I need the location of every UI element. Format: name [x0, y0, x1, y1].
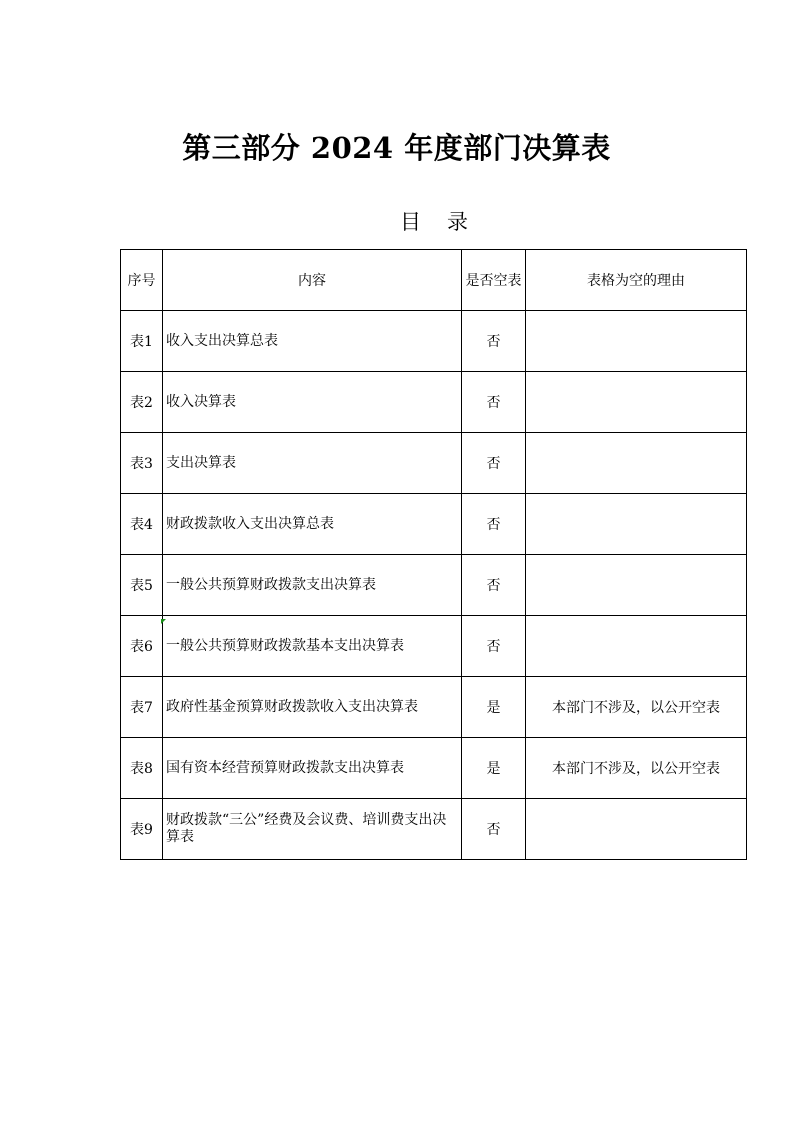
toc-heading-char-2: 录	[447, 210, 468, 234]
table-row	[121, 738, 747, 799]
table-row	[121, 433, 747, 494]
row-reason	[526, 616, 747, 677]
row-is-empty: 否	[462, 799, 526, 860]
table-row	[121, 677, 747, 738]
cell-comment-marker	[161, 619, 166, 624]
row-number: 表9	[121, 799, 163, 860]
header-is-empty: 是否空表	[462, 250, 526, 311]
row-content: 收入决算表	[163, 372, 462, 433]
row-is-empty: 否	[462, 616, 526, 677]
row-number: 表5	[121, 555, 163, 616]
row-content: 支出决算表	[163, 433, 462, 494]
row-is-empty: 否	[462, 372, 526, 433]
row-content: 政府性基金预算财政拨款收入支出决算表	[163, 677, 462, 738]
toc-heading-char-1: 目	[400, 210, 421, 234]
table-row	[121, 616, 747, 677]
row-is-empty: 否	[462, 555, 526, 616]
row-number: 表7	[121, 677, 163, 738]
row-reason: 本部门不涉及，以公开空表	[526, 677, 747, 738]
row-reason	[526, 555, 747, 616]
row-reason: 本部门不涉及，以公开空表	[526, 738, 747, 799]
header-number: 序号	[121, 250, 163, 311]
row-is-empty: 是	[462, 677, 526, 738]
row-number: 表1	[121, 311, 163, 372]
table-row	[121, 311, 747, 372]
row-reason	[526, 433, 747, 494]
row-number: 表6	[121, 616, 163, 677]
row-is-empty: 否	[462, 311, 526, 372]
header-row	[121, 250, 747, 311]
row-reason	[526, 372, 747, 433]
row-content: 财政拨款收入支出决算总表	[163, 494, 462, 555]
table-row	[121, 372, 747, 433]
row-content: 财政拨款“三公”经费及会议费、培训费支出决算表	[163, 799, 462, 860]
table-row	[121, 555, 747, 616]
row-content: 收入支出决算总表	[163, 311, 462, 372]
row-number: 表3	[121, 433, 163, 494]
page-title: 第三部分 2024 年度部门决算表	[182, 131, 611, 165]
row-number: 表2	[121, 372, 163, 433]
row-number: 表8	[121, 738, 163, 799]
row-is-empty: 否	[462, 433, 526, 494]
table-row	[121, 799, 747, 860]
table-of-contents	[120, 249, 747, 860]
table-row	[121, 494, 747, 555]
toc-heading	[0, 206, 793, 236]
row-reason	[526, 311, 747, 372]
row-reason	[526, 799, 747, 860]
row-is-empty: 否	[462, 494, 526, 555]
row-number: 表4	[121, 494, 163, 555]
header-content: 内容	[163, 250, 462, 311]
row-is-empty: 是	[462, 738, 526, 799]
row-content: 国有资本经营预算财政拨款支出决算表	[163, 738, 462, 799]
row-content: 一般公共预算财政拨款基本支出决算表	[163, 616, 462, 677]
row-content: 一般公共预算财政拨款支出决算表	[163, 555, 462, 616]
row-reason	[526, 494, 747, 555]
header-reason: 表格为空的理由	[526, 250, 747, 311]
